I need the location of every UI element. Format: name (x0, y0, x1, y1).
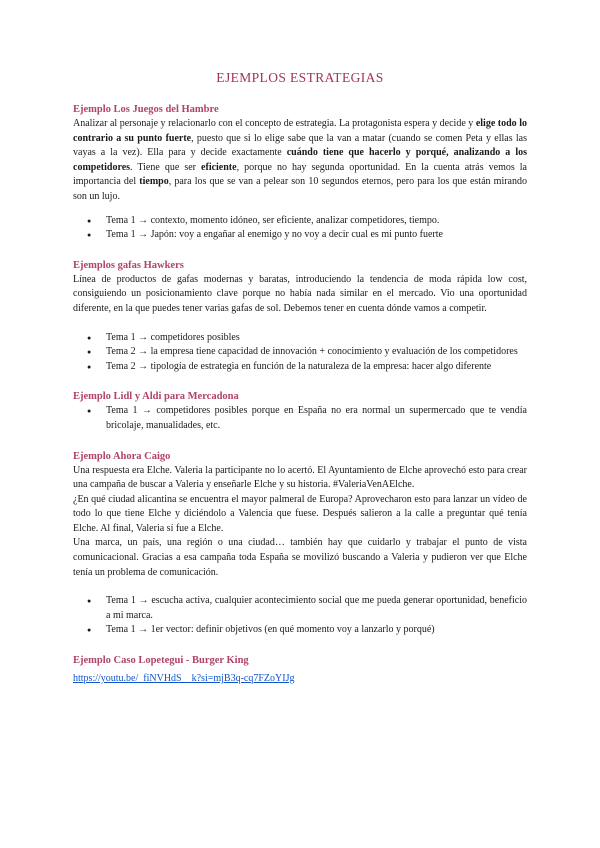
section-paragraph: ¿En qué ciudad alicantina se encuentra el mayor palmeral de Europa? Aprovecharon esto para lanzar un vídeo de todo lo que tiene Elche y diciéndolo a Valencia que fuese. Después salieron a la calle a preguntar qué tenía Elche. Al final, Valeria sí fue a Elche. (73, 493, 527, 534)
page-title: EJEMPLOS ESTRATEGIAS (216, 70, 384, 85)
bullet-list (73, 331, 527, 375)
list-item: ● Tema 1 → contexto, momento idóneo, ser eficiente, analizar competidores, tiempo. (106, 214, 527, 229)
list-item: ● Tema 2 → la empresa tiene capacidad de innovación + conocimiento y evaluación de los competidores (106, 345, 527, 360)
section-paragraph: Una respuesta era Elche. Valeria la participante no lo acertó. El Ayuntamiento de Elche aprovechó esto para crear una campaña de buscar a Valeria y enseñarle Elche y su historia. #ValeriaVenAElche. (73, 464, 527, 491)
section-heading: Ejemplo Los Juegos del Hambre (73, 104, 219, 115)
section-lopetegui-burger-king (73, 654, 527, 686)
section-heading: Ejemplo Lidl y Aldi para Mercadona (73, 391, 239, 403)
section-heading: Ejemplos gafas Hawkers (73, 259, 184, 271)
section-paragraph: Línea de productos de gafas modernas y baratas, introduciendo la tendencia de moda rápida low cost, consiguiendo un posicionamiento clave porque no había nada similar en el mercado. Vio una oportunidad diferente, en la que puedes tener varias gafas de sol. Debemos tener en cuenta dónde vamos a competir. (73, 273, 527, 314)
section-paragraph: Una marca, un país, una región o una ciudad… también hay que cuidarlo y trabajar el punto de vista comunicacional. Gracias a esa campaña toda España se movilizó buscando a Valeria y pudieron ver que Elche tenía un problema de comunicación. (73, 537, 527, 578)
list-item: ● Tema 1 → competidores posibles porque en España no era normal un supermercado que te vendía bricolaje, manualidades, etc. (106, 404, 527, 433)
section-heading: Ejemplo Ahora Caigo (73, 450, 171, 462)
section-heading: Ejemplo Caso Lopetegui - Burger King (73, 655, 249, 667)
section-ahora-caigo (73, 450, 527, 639)
bullet-list (73, 404, 527, 433)
section-hawkers (73, 259, 527, 375)
list-item: ● Tema 1 → Japón: voy a engañar al enemigo y no voy a decir cual es mi punto fuerte (106, 228, 527, 243)
list-item: ● Tema 1 → escucha activa, cualquier acontecimiento social que me pueda generar oportunidad, beneficio a mi marca. (106, 594, 527, 623)
document-page (73, 70, 527, 686)
youtube-link[interactable]: https://youtu.be/_fiNVHdS__k?si=mjB3q-cq7FZoYIJg (73, 673, 295, 685)
section-juegos-del-hambre (73, 103, 527, 243)
section-lidl-aldi (73, 390, 527, 433)
list-item: ● Tema 1 → 1er vector: definir objetivos (en qué momento voy a lanzarlo y porqué) (106, 623, 527, 638)
bullet-list (73, 214, 527, 243)
list-item: ● Tema 1 → competidores posibles (106, 331, 527, 346)
section-paragraph: Analizar al personaje y relacionarlo con el concepto de estrategia. La protagonista espera y decide y elige todo lo contrario a su punto fuerte, puesto que si lo elige sabe que la van a matar (cuando se comen Peta y ellas las vayas a la vez). Ella para y decide exactamente cuándo tiene que hacerlo y porqué, analizando a los competidores. Tiene que ser eficiente, porque no hay segunda oportunidad. En la cuenta atrás vemos la importancia del tiempo, para los que se van a pelear son 10 segundos eternos, pero para los que están mirando son un lujo. (73, 118, 527, 202)
list-item: ● Tema 2 → tipología de estrategia en función de la naturaleza de la empresa: hacer algo diferente (106, 360, 527, 375)
bullet-list (73, 594, 527, 638)
